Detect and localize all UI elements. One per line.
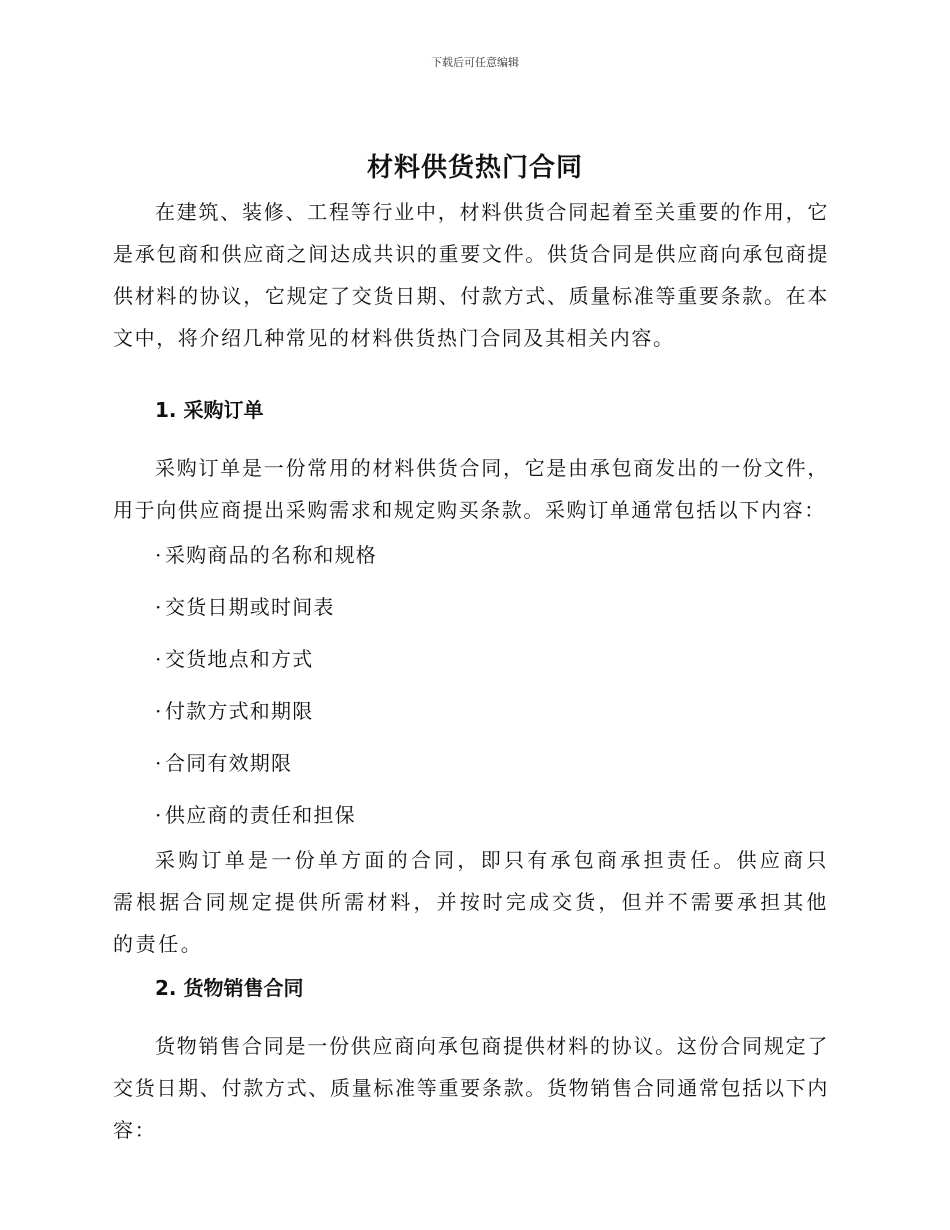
bullet-dot-icon: ·: [155, 699, 163, 723]
document-title: 材料供货热门合同: [366, 153, 583, 183]
bullet-dot-icon: ·: [155, 647, 163, 671]
list-item-text: 合同有效期限: [165, 751, 293, 775]
list-item-text: 采购商品的名称和规格: [165, 543, 377, 567]
bullet-dot-icon: ·: [155, 595, 163, 619]
list-item-text: 供应商的责任和担保: [165, 803, 356, 827]
bullet-dot-icon: ·: [155, 803, 163, 827]
list-item: [155, 541, 829, 569]
list-item: [155, 749, 829, 777]
section-1-paragraph-2: 采购订单是一份单方面的合同，即只有承包商承担责任。供应商只需根据合同规定提供所需材料，并按时完成交货，但并不需要承担其他的责任。: [113, 848, 829, 956]
bullet-dot-icon: ·: [155, 543, 163, 567]
intro-paragraph: 在建筑、装修、工程等行业中，材料供货合同起着至关重要的作用，它是承包商和供应商之间达成共识的重要文件。供货合同是供应商向承包商提供材料的协议，它规定了交货日期、付款方式、质量标准等重要条款。在本文中，将介绍几种常见的材料供货热门合同及其相关内容。: [113, 200, 829, 350]
list-item-text: 付款方式和期限: [165, 699, 314, 723]
list-item: [155, 645, 829, 673]
list-item-text: 交货日期或时间表: [165, 595, 335, 619]
section-1-bullet-list: [113, 541, 829, 829]
section-1-paragraph-1: 采购订单是一份常用的材料供货合同，它是由承包商发出的一份文件，用于向供应商提出采购需求和规定购买条款。采购订单通常包括以下内容：: [113, 456, 829, 522]
list-item-text: 交货地点和方式: [165, 647, 314, 671]
list-item: [155, 801, 829, 829]
section-2-paragraph-1: 货物销售合同是一份供应商向承包商提供材料的协议。这份合同规定了交货日期、付款方式、质量标准等重要条款。货物销售合同通常包括以下内容：: [113, 1034, 829, 1142]
page-header-note: 下载后可任意编辑: [431, 56, 519, 69]
bullet-dot-icon: ·: [155, 751, 163, 775]
section-1-heading: 1. 采购订单: [155, 398, 264, 422]
document-body: [113, 191, 829, 1151]
list-item: [155, 593, 829, 621]
list-item: [155, 697, 829, 725]
section-2-heading: 2. 货物销售合同: [155, 976, 304, 1000]
